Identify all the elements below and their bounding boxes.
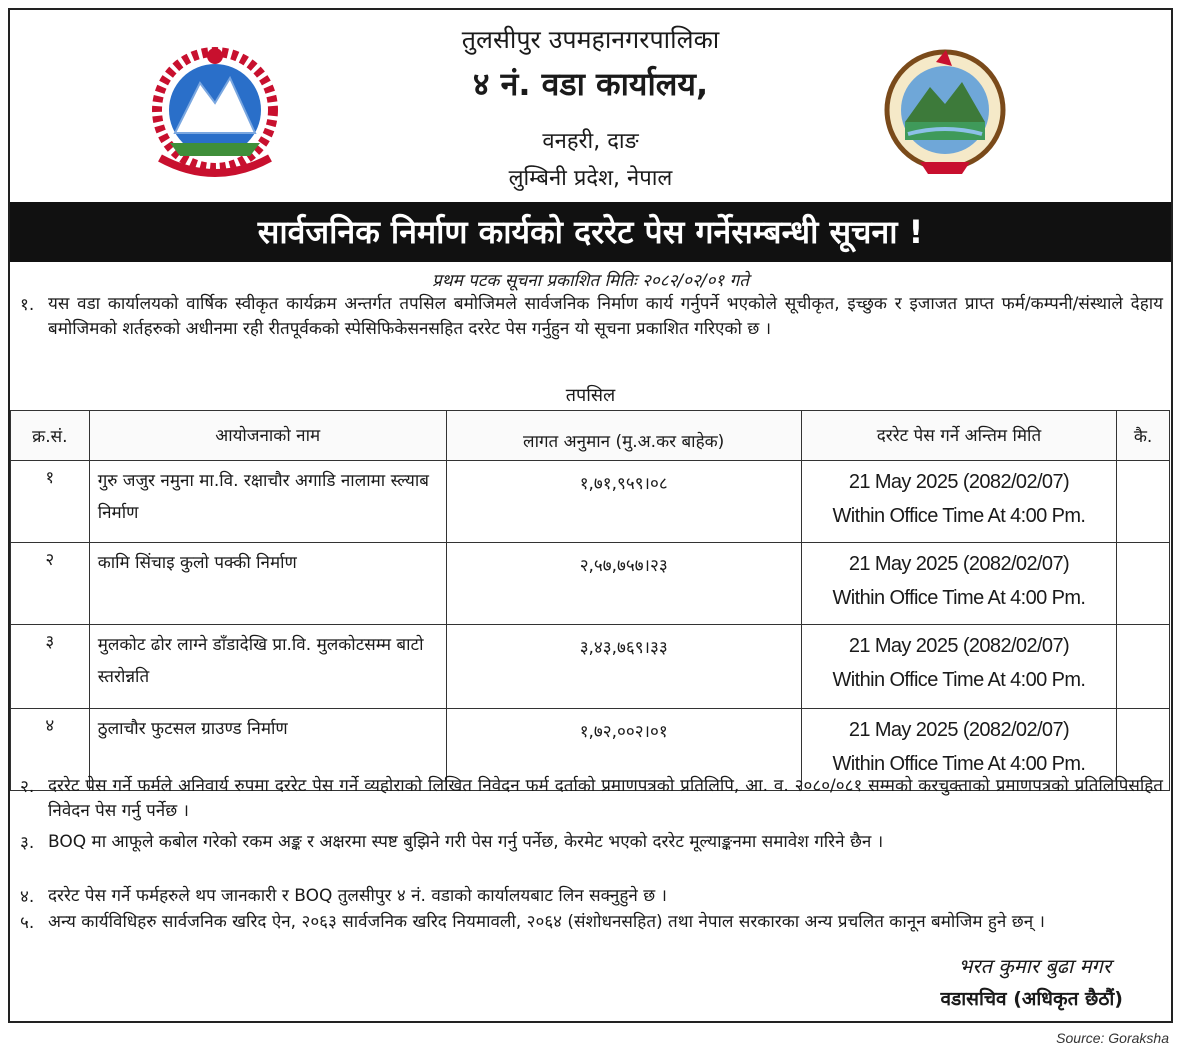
row-deadline <box>801 461 1117 543</box>
notice-banner-title: सार्वजनिक निर्माण कार्यको दररेट पेस गर्नेसम्बन्धी सूचना ! <box>10 202 1171 262</box>
col-header-deadline: दररेट पेस गर्ने अन्तिम मिति <box>801 411 1117 461</box>
row-project-name: गुरु जजुर नमुना मा.वि. रक्षाचौर अगाडि नालामा स्ल्याब निर्माण <box>89 461 446 543</box>
row-remarks <box>1117 625 1170 709</box>
point-text: अन्य कार्यविधिहरु सार्वजनिक खरिद ऐन, २०६३ सार्वजनिक खरिद नियमावली, २०६४ (संशोधनसहित) तथा नेपाल सरकारका अन्य प्रचलित कानून बमोजिम हुने छन् । <box>48 912 1045 932</box>
col-header-name: आयोजनाको नाम <box>89 411 446 461</box>
deadline-time: Within Office Time At 4:00 Pm. <box>832 753 1086 775</box>
tapsil-label: तपसिल <box>565 385 616 406</box>
office-location: वनहरी, दाङ <box>542 129 639 154</box>
municipality-name: तुलसीपुर उपमहानगरपालिका <box>461 25 720 54</box>
deadline-time: Within Office Time At 4:00 Pm. <box>832 587 1086 609</box>
row-cost: २,५७,७५७।२३ <box>446 543 801 625</box>
point-number: २. <box>20 777 35 797</box>
row-cost: १,७२,००२।०१ <box>446 709 801 791</box>
point-number: ४. <box>20 887 35 907</box>
deadline-date: 21 May 2025 (2082/02/07) <box>848 635 1070 657</box>
deadline-date: 21 May 2025 (2082/02/07) <box>848 719 1070 741</box>
col-header-remarks: कै. <box>1117 411 1170 461</box>
intro-number: १. <box>20 295 35 315</box>
point-text: BOQ मा आफूले कबोल गरेको रकम अङ्क र अक्षरमा स्पष्ट बुझिने गरी पेस गर्नु पर्नेछ, केरमेट भएको दररेट मूल्याङ्कनमा समावेश गरिने छैन । <box>48 832 884 852</box>
row-sn: ४ <box>11 709 90 791</box>
project-table <box>10 410 1170 791</box>
row-sn: २ <box>11 543 90 625</box>
col-header-sn: क्र.सं. <box>11 411 90 461</box>
row-cost: १,७१,९५९।०८ <box>446 461 801 543</box>
point-text: दररेट पेस गर्ने फर्महरुले थप जानकारी र BOQ तुलसीपुर ४ नं. वडाको कार्यालयबाट लिन सक्नुहुने छ । <box>48 886 667 906</box>
deadline-date: 21 May 2025 (2082/02/07) <box>848 553 1070 575</box>
row-sn: ३ <box>11 625 90 709</box>
deadline-time: Within Office Time At 4:00 Pm. <box>832 505 1086 527</box>
province-name: लुम्बिनी प्रदेश, नेपाल <box>508 166 673 191</box>
signatory-name: भरत कुमार बुढा मगर <box>958 954 1111 978</box>
row-project-name: मुलकोट ढोर लाग्ने डाँडादेखि प्रा.वि. मुलकोटसम्म बाटो स्तरोन्नति <box>89 625 446 709</box>
row-sn: १ <box>11 461 90 543</box>
signatory-title: वडासचिव (अधिकृत छैठौं) <box>940 988 1123 1010</box>
row-remarks <box>1117 461 1170 543</box>
row-cost: ३,४३,७६९।३३ <box>446 625 801 709</box>
ward-office-title: ४ नं. वडा कार्यालय, <box>472 65 709 103</box>
table-row <box>11 461 1170 543</box>
col-header-cost: लागत अनुमान (मु.अ.कर बाहेक) <box>446 411 801 461</box>
intro-paragraph: यस वडा कार्यालयको वार्षिक स्वीकृत कार्यक्रम अन्तर्गत तपसिल बमोजिमले सार्वजनिक निर्माण कार्य गर्नुपर्ने भएकोले सूचीकृत, इच्छुक र इजाजत प्राप्त फर्म/कम्पनी/संस्थाले देहाय बमोजिमको शर्तहरुको अधीनमा रही रीतपूर्वकको स्पेसिफिकेसनसहित दररेट पेस गर्नुहुन यो सूचना प्रकाशित गरिएको छ । <box>48 294 1163 339</box>
table-row <box>11 543 1170 625</box>
point-number: ५. <box>20 913 35 933</box>
row-project-name: ठुलाचौर फुटसल ग्राउण्ड निर्माण <box>89 709 446 791</box>
table-row <box>11 625 1170 709</box>
row-deadline <box>801 543 1117 625</box>
row-deadline <box>801 625 1117 709</box>
deadline-date: 21 May 2025 (2082/02/07) <box>848 471 1070 493</box>
table-header-row <box>11 411 1170 461</box>
publish-date: प्रथम पटक सूचना प्रकाशित मितिः २०८२/०२/०१ गते <box>432 271 749 291</box>
point-number: ३. <box>20 833 35 853</box>
deadline-time: Within Office Time At 4:00 Pm. <box>832 669 1086 691</box>
source-credit: Source: Goraksha <box>1056 1030 1169 1046</box>
row-remarks <box>1117 543 1170 625</box>
point-text: दररेट पेस गर्ने फर्मले अनिवार्य रुपमा दररेट पेस गर्ने व्यहोराको लिखित निवेदन फर्म दर्ताको प्रमाणपत्रको प्रतिलिपि, आ. व. २०८०/०८१ सम्मको करचुक्ताको प्रमाणपत्रको प्रतिलिपिसहित निवेदन पेस गर्नु पर्नेछ । <box>48 776 1163 821</box>
row-project-name: कामि सिंचाइ कुलो पक्की निर्माण <box>89 543 446 625</box>
